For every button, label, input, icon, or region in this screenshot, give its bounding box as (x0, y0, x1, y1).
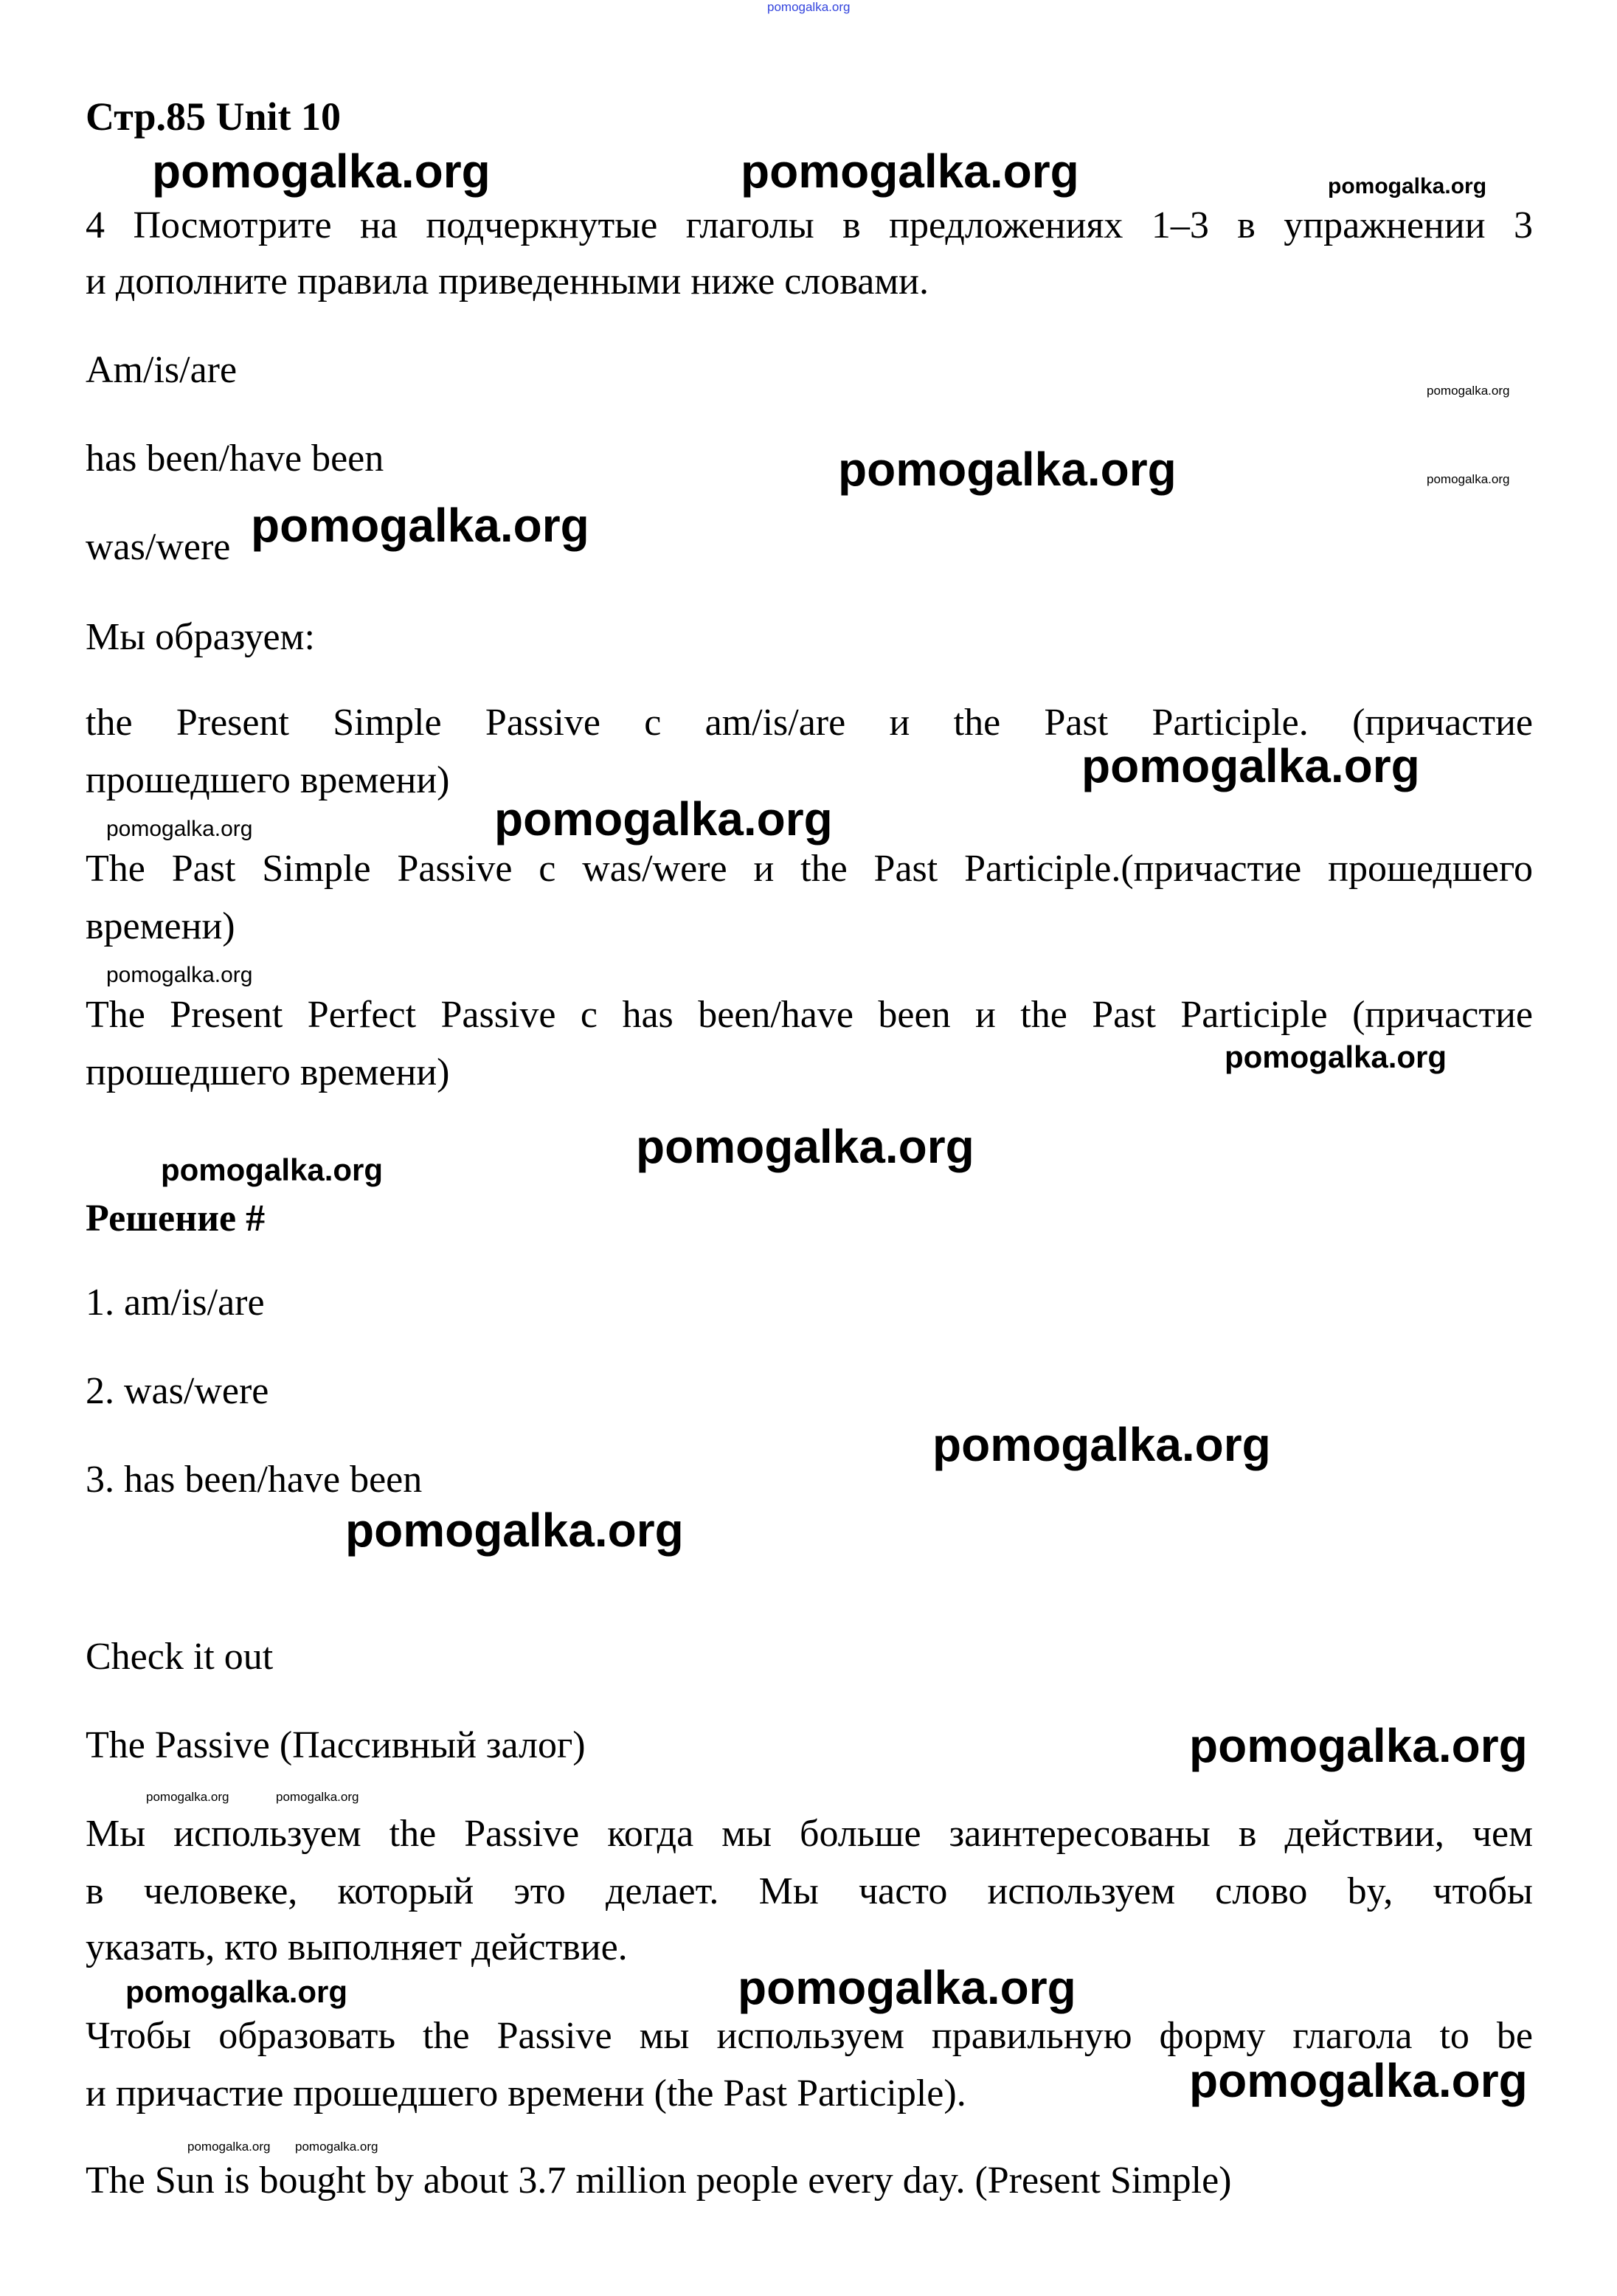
watermark: pomogalka.org (1189, 2054, 1528, 2107)
watermark: pomogalka.org (276, 1790, 359, 1804)
rule-line: The Past Simple Passive с was/were и the Past Participle.(причастие прошедшего (86, 848, 1533, 890)
watermark: pomogalka.org (1427, 384, 1510, 398)
watermark: pomogalka.org (932, 1418, 1271, 1471)
rules-intro: Мы образуем: (86, 616, 315, 658)
paragraph-line: в человеке, который это делает. Мы часто используем слово by, чтобы (86, 1870, 1533, 1912)
paragraph-line: Мы используем the Passive когда мы больше заинтересованы в действии, чем (86, 1813, 1533, 1855)
rule-line: The Present Perfect Passive с has been/have been и the Past Participle (причастие (86, 994, 1533, 1036)
paragraph-line: Чтобы образовать the Passive мы используем правильную форму глагола to be (86, 2015, 1533, 2057)
watermark: pomogalka.org (106, 963, 253, 987)
check-heading: Check it out (86, 1636, 274, 1678)
rule-line: the Present Simple Passive с am/is/are и the Past Participle. (причастие (86, 702, 1533, 744)
answer-item: 1. am/is/are (86, 1282, 265, 1324)
paragraph-line: и причастие прошедшего времени (the Past Participle). (86, 2072, 966, 2115)
solution-heading: Решение # (86, 1197, 266, 1239)
rule-line: времени) (86, 905, 235, 947)
watermark: pomogalka.org (106, 817, 253, 841)
watermark: pomogalka.org (838, 443, 1177, 496)
page-title: Стр.85 Unit 10 (86, 94, 342, 139)
rule-line: прошедшего времени) (86, 759, 450, 801)
option-text: was/were (86, 526, 231, 568)
watermark: pomogalka.org (1328, 174, 1487, 198)
answer-item: 3. has been/have been (86, 1459, 423, 1501)
option-text: Am/is/are (86, 349, 238, 391)
check-subheading: The Passive (Пассивный залог) (86, 1724, 586, 1766)
watermark-link[interactable]: pomogalka.org (767, 0, 851, 14)
paragraph-line: указать, кто выполняет действие. (86, 1926, 628, 1968)
watermark: pomogalka.org (146, 1790, 229, 1804)
watermark: pomogalka.org (1225, 1040, 1447, 1074)
watermark: pomogalka.org (738, 1961, 1076, 2014)
task-line: 4 Посмотрите на подчеркнутые глаголы в предложениях 1–3 в упражнении 3 (86, 204, 1533, 246)
watermark: pomogalka.org (251, 499, 589, 552)
watermark: pomogalka.org (161, 1152, 384, 1187)
watermark: pomogalka.org (1427, 472, 1510, 486)
watermark: pomogalka.org (494, 792, 833, 846)
watermark: pomogalka.org (741, 145, 1079, 198)
watermark: pomogalka.org (152, 145, 491, 198)
watermark: pomogalka.org (345, 1504, 684, 1557)
watermark: pomogalka.org (1081, 739, 1420, 792)
watermark: pomogalka.org (187, 2140, 271, 2154)
watermark: pomogalka.org (636, 1120, 974, 1173)
watermark: pomogalka.org (295, 2140, 378, 2154)
rule-line: прошедшего времени) (86, 1051, 450, 1093)
example-sentence: The Sun is bought by about 3.7 million people every day. (Present Simple) (86, 2160, 1232, 2202)
task-line: и дополните правила приведенными ниже словами. (86, 260, 929, 302)
watermark: pomogalka.org (125, 1974, 348, 2009)
watermark: pomogalka.org (1189, 1719, 1528, 1772)
answer-item: 2. was/were (86, 1370, 269, 1412)
option-text: has been/have been (86, 438, 384, 480)
